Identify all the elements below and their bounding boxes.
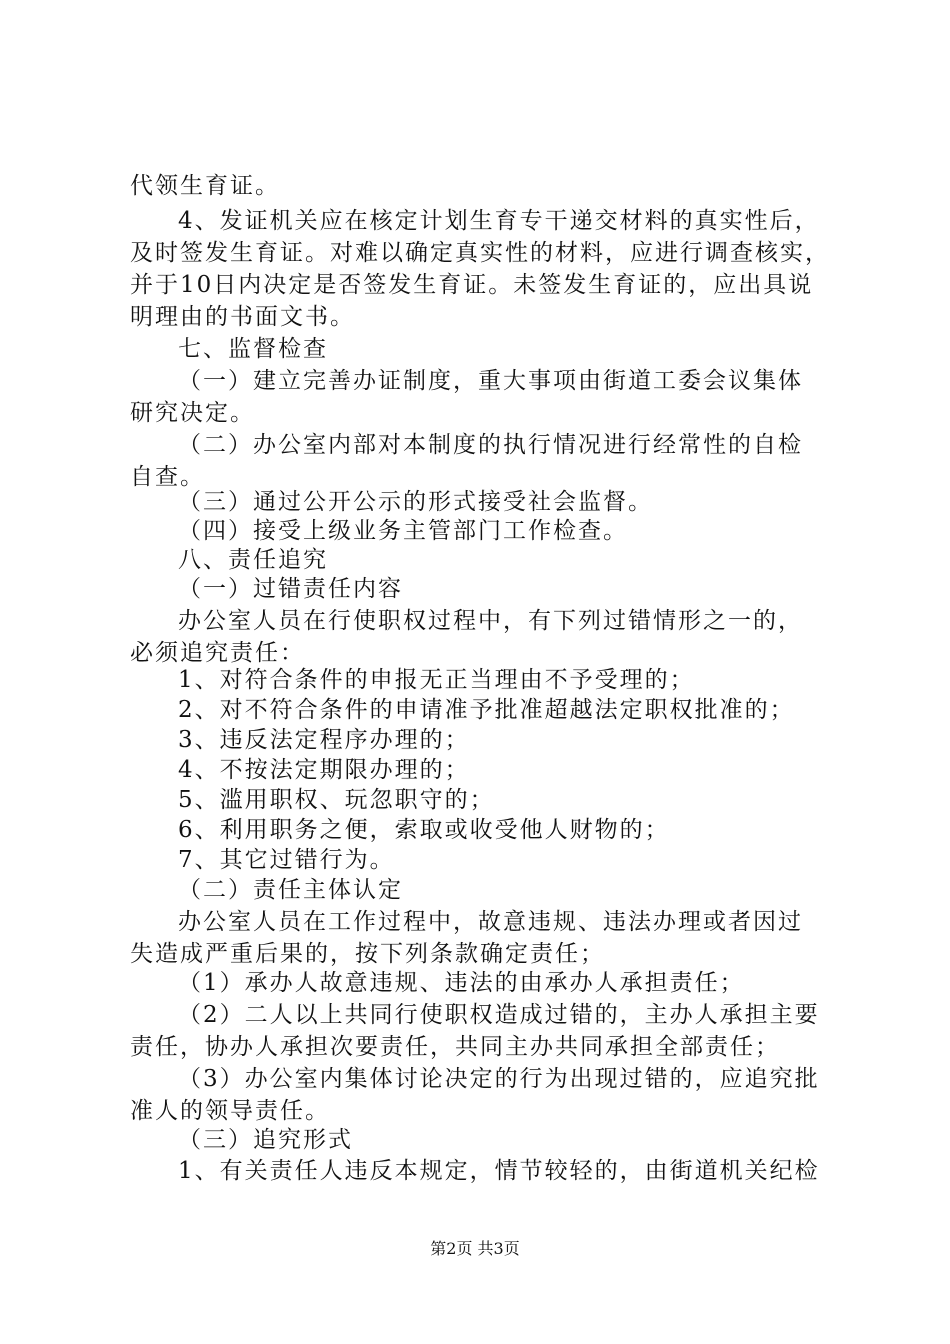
text-line: （四）接受上级业务主管部门工作检查。	[178, 518, 628, 544]
subsection-heading: （三）追究形式	[178, 1127, 353, 1153]
text-line: 代领生育证。	[130, 173, 280, 199]
text-line: 4、发证机关应在核定计划生育专干递交材料的真实性后，	[178, 208, 820, 234]
text-line: 明理由的书面文书。	[130, 304, 355, 330]
list-item: 2、对不符合条件的申请准予批准超越法定职权批准的；	[178, 697, 795, 723]
text-line: 办公室人员在工作过程中，故意违规、违法办理或者因过	[178, 909, 803, 935]
text-line: （三）通过公开公示的形式接受社会监督。	[178, 489, 653, 515]
text-line: 办公室人员在行使职权过程中，有下列过错情形之一的，	[178, 608, 803, 634]
text-line: 研究决定。	[130, 400, 255, 426]
text-line: 责任，协办人承担次要责任，共同主办共同承担全部责任；	[130, 1034, 780, 1060]
list-item: 4、不按法定期限办理的；	[178, 757, 470, 783]
list-item: 5、滥用职权、玩忽职守的；	[178, 787, 495, 813]
text-line: 必须追究责任：	[130, 640, 305, 666]
list-item: 3、违反法定程序办理的；	[178, 727, 470, 753]
list-item: （1）承办人故意违规、违法的由承办人承担责任；	[178, 970, 745, 996]
list-item: 7、其它过错行为。	[178, 847, 395, 873]
subsection-heading: （二）责任主体认定	[178, 877, 403, 903]
text-line: （二）办公室内部对本制度的执行情况进行经常性的自检	[178, 432, 803, 458]
section-heading: 七、监督检查	[178, 336, 328, 362]
page-number-footer: 第2页 共3页	[430, 1239, 520, 1258]
list-item: （2）二人以上共同行使职权造成过错的，主办人承担主要	[178, 1002, 820, 1028]
list-item: 1、有关责任人违反本规定，情节较轻的，由街道机关纪检	[178, 1158, 820, 1184]
text-line: 并于10日内决定是否签发生育证。未签发生育证的，应出具说	[130, 272, 814, 298]
list-item: 1、对符合条件的申报无正当理由不予受理的；	[178, 667, 695, 693]
list-item: 6、利用职务之便，索取或收受他人财物的；	[178, 817, 670, 843]
subsection-heading: （一）过错责任内容	[178, 576, 403, 602]
section-heading: 八、责任追究	[178, 547, 328, 573]
text-line: 及时签发生育证。对难以确定真实性的材料，应进行调查核实，	[130, 240, 830, 266]
text-line: （一）建立完善办证制度，重大事项由街道工委会议集体	[178, 368, 803, 394]
text-line: 自查。	[130, 464, 205, 490]
text-line: 准人的领导责任。	[130, 1098, 330, 1124]
list-item: （3）办公室内集体讨论决定的行为出现过错的，应追究批	[178, 1066, 820, 1092]
text-line: 失造成严重后果的，按下列条款确定责任；	[130, 941, 605, 967]
